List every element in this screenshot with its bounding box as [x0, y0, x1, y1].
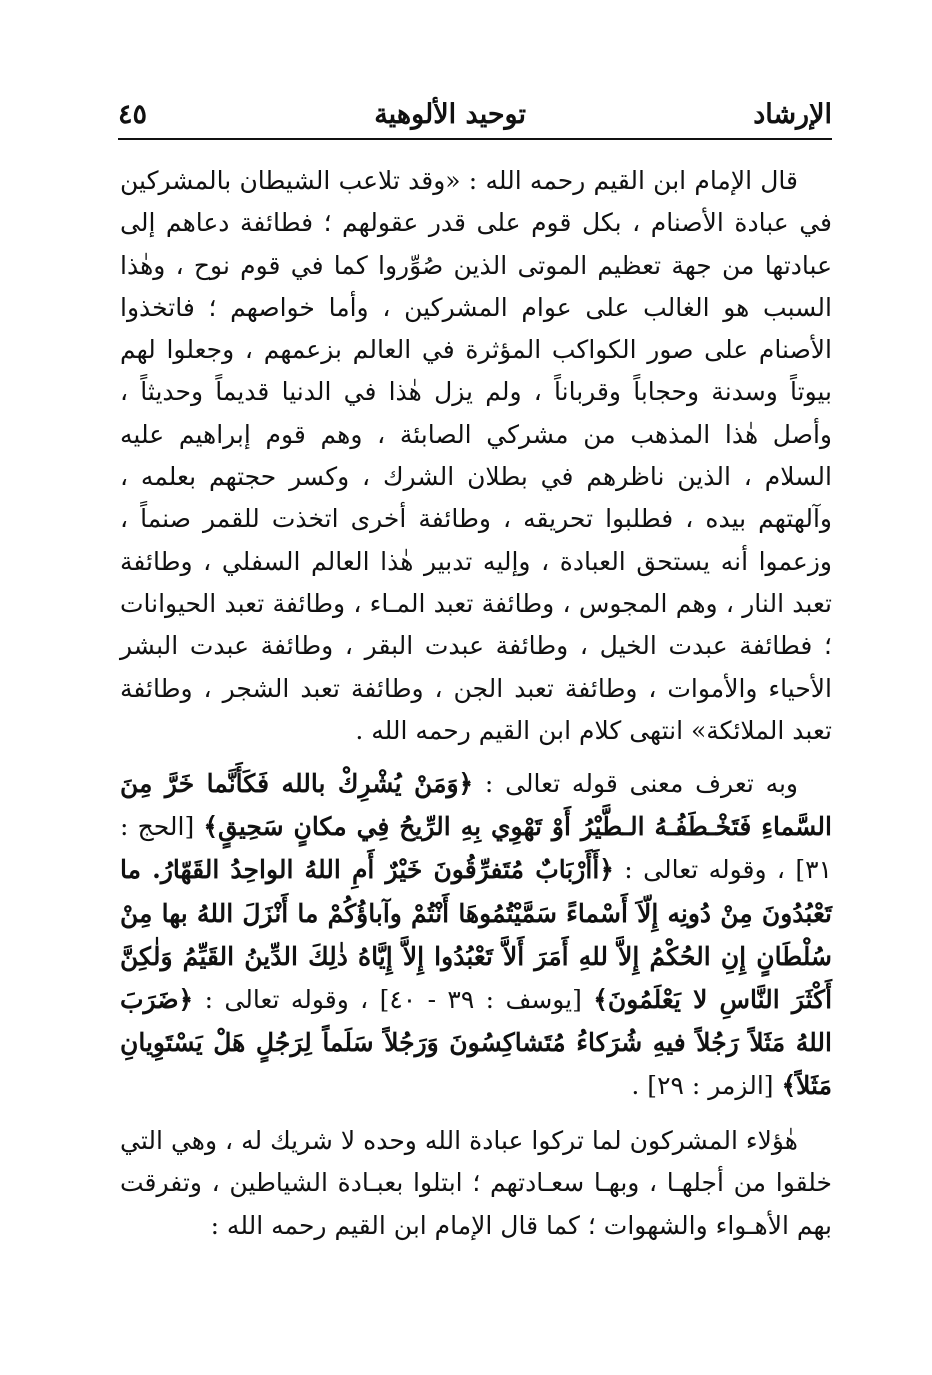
- paragraph-quran-verses: [120, 762, 832, 1108]
- quran-verse: ﴿أَأَرْبَابٌ مُتَفرِّقُونَ خَيْرٌ أَمِ اللهُ الواحِدُ القَهّارُ. ما تَعْبُدُونَ مِنْ دُونِه إِلّاَ أَسْماءً سَمَّيْتُمُوهَا أَنْتُمْ وآباؤُكُمْ ما أَنْزَلَ اللهُ بها مِنْ سُلْطَانٍ إِنِ الحُكْمُ إِلاَّ للهِ أَمَرَ أَلاَّ تَعْبُدُوا إِلاَّ إِيَّاهُ ذٰلِكَ الدِّينُ القَيِّمُ وَلٰكِنَّ أَكْثَرَ النَّاسِ لا يَعْلَمُونَ﴾: [120, 855, 833, 1015]
- page-header: [118, 82, 832, 130]
- paragraph-text: هٰؤلاء المشركون لما تركوا عبادة الله وحده لا شريك له ، وهي التي خلقوا من أجلهـا ، وبهـا سعـادتهم ؛ ابتلوا بعبـادة الشياطين ، وتفرقت بهم الأهـواء والشهوات ؛ كما قال الإمام ابن القيم رحمه الله :: [120, 1126, 832, 1240]
- verse-reference: [الزمر : ٢٩] .: [631, 1071, 782, 1101]
- verse-reference: [يوسف : ٣٩ - ٤٠] ، وقوله تعالى :: [193, 985, 594, 1015]
- paragraph-ibn-alqayyim-quote: [120, 160, 832, 752]
- verse-reference: [الحج : ٣١] ، وقوله تعالى :: [120, 812, 833, 885]
- header-chapter-title: توحيد الألوهية: [374, 99, 527, 130]
- paragraph-text: قال الإمام ابن القيم رحمه الله : «وقد تلاعب الشيطان بالمشركين في عبادة الأصنام ، بكل قوم على قدر عقولهم ؛ فطائفة دعاهم إلى عبادتها من جهة تعظيم الموتى الذين صُوِّروا كما في قوم نوح ، وهٰذا السبب هو الغالب على عوام المشركين ، وأما خواصهم ؛ فاتخذوا الأصنام على صور الكواكب المؤثرة في العالم بزعمهم ، وجعلوا لهم بيوتاً وسدنة وحجاباً وقرباناً ، ولم يزل هٰذا في الدنيا قديماً وحديثاً ، وأصل هٰذا المذهب من مشركي الصابئة ، وهم قوم إبراهيم عليه السلام ، الذين ناظرهم في بطلان الشرك ، وكسر حجتهم بعلمه ، وآلهتهم بيده ، فطلبوا تحريقه ، وطائفة أخرى اتخذت للقمر صنماً ، وزعموا أنه يستحق العبادة ، وإليه تدبير هٰذا العالم السفلي ، وطائفة تعبد النار ، وهم المجوس ، وطائفة تعبد المـاء ، وطائفة تعبد الحيوانات ؛ فطائفة عبدت الخيل ، وطائفة عبدت البقر ، وطائفة عبدت البشر الأحياء والأموات ، وطائفة تعبد الجن ، وطائفة تعبد الشجر ، وطائفة تعبد الملائكة» انتهى كلام ابن القيم رحمه الله .: [120, 166, 832, 745]
- paragraph-text: وبه تعرف معنى قوله تعالى :: [473, 769, 798, 798]
- page-number: ٤٥: [118, 99, 148, 130]
- quran-verse: ﴿ضَرَبَ اللهُ مَثَلاً رَجُلاً فيهِ شُرَكاءُ مُتَشاكِسُونَ وَرَجُلاً سَلَماً لِرَجُلٍ هَلْ يَسْتَوِيانِ مَثَلاً﴾: [120, 985, 832, 1101]
- paragraph-mushrikun: [120, 1120, 832, 1247]
- quran-verse: ﴿وَمَنْ يُشْرِكْ بالله فَكَأَنَّما خَرَّ مِنَ السَّماءِ فَتَخْـطَفُـهُ الـطَّيْرُ أَوْ تَهْوِي بِهِ الرِّيحُ فِي مكانٍ سَحِيقٍ﴾: [120, 769, 832, 842]
- header-section-title: الإرشاد: [753, 99, 832, 130]
- header-divider: [118, 138, 832, 140]
